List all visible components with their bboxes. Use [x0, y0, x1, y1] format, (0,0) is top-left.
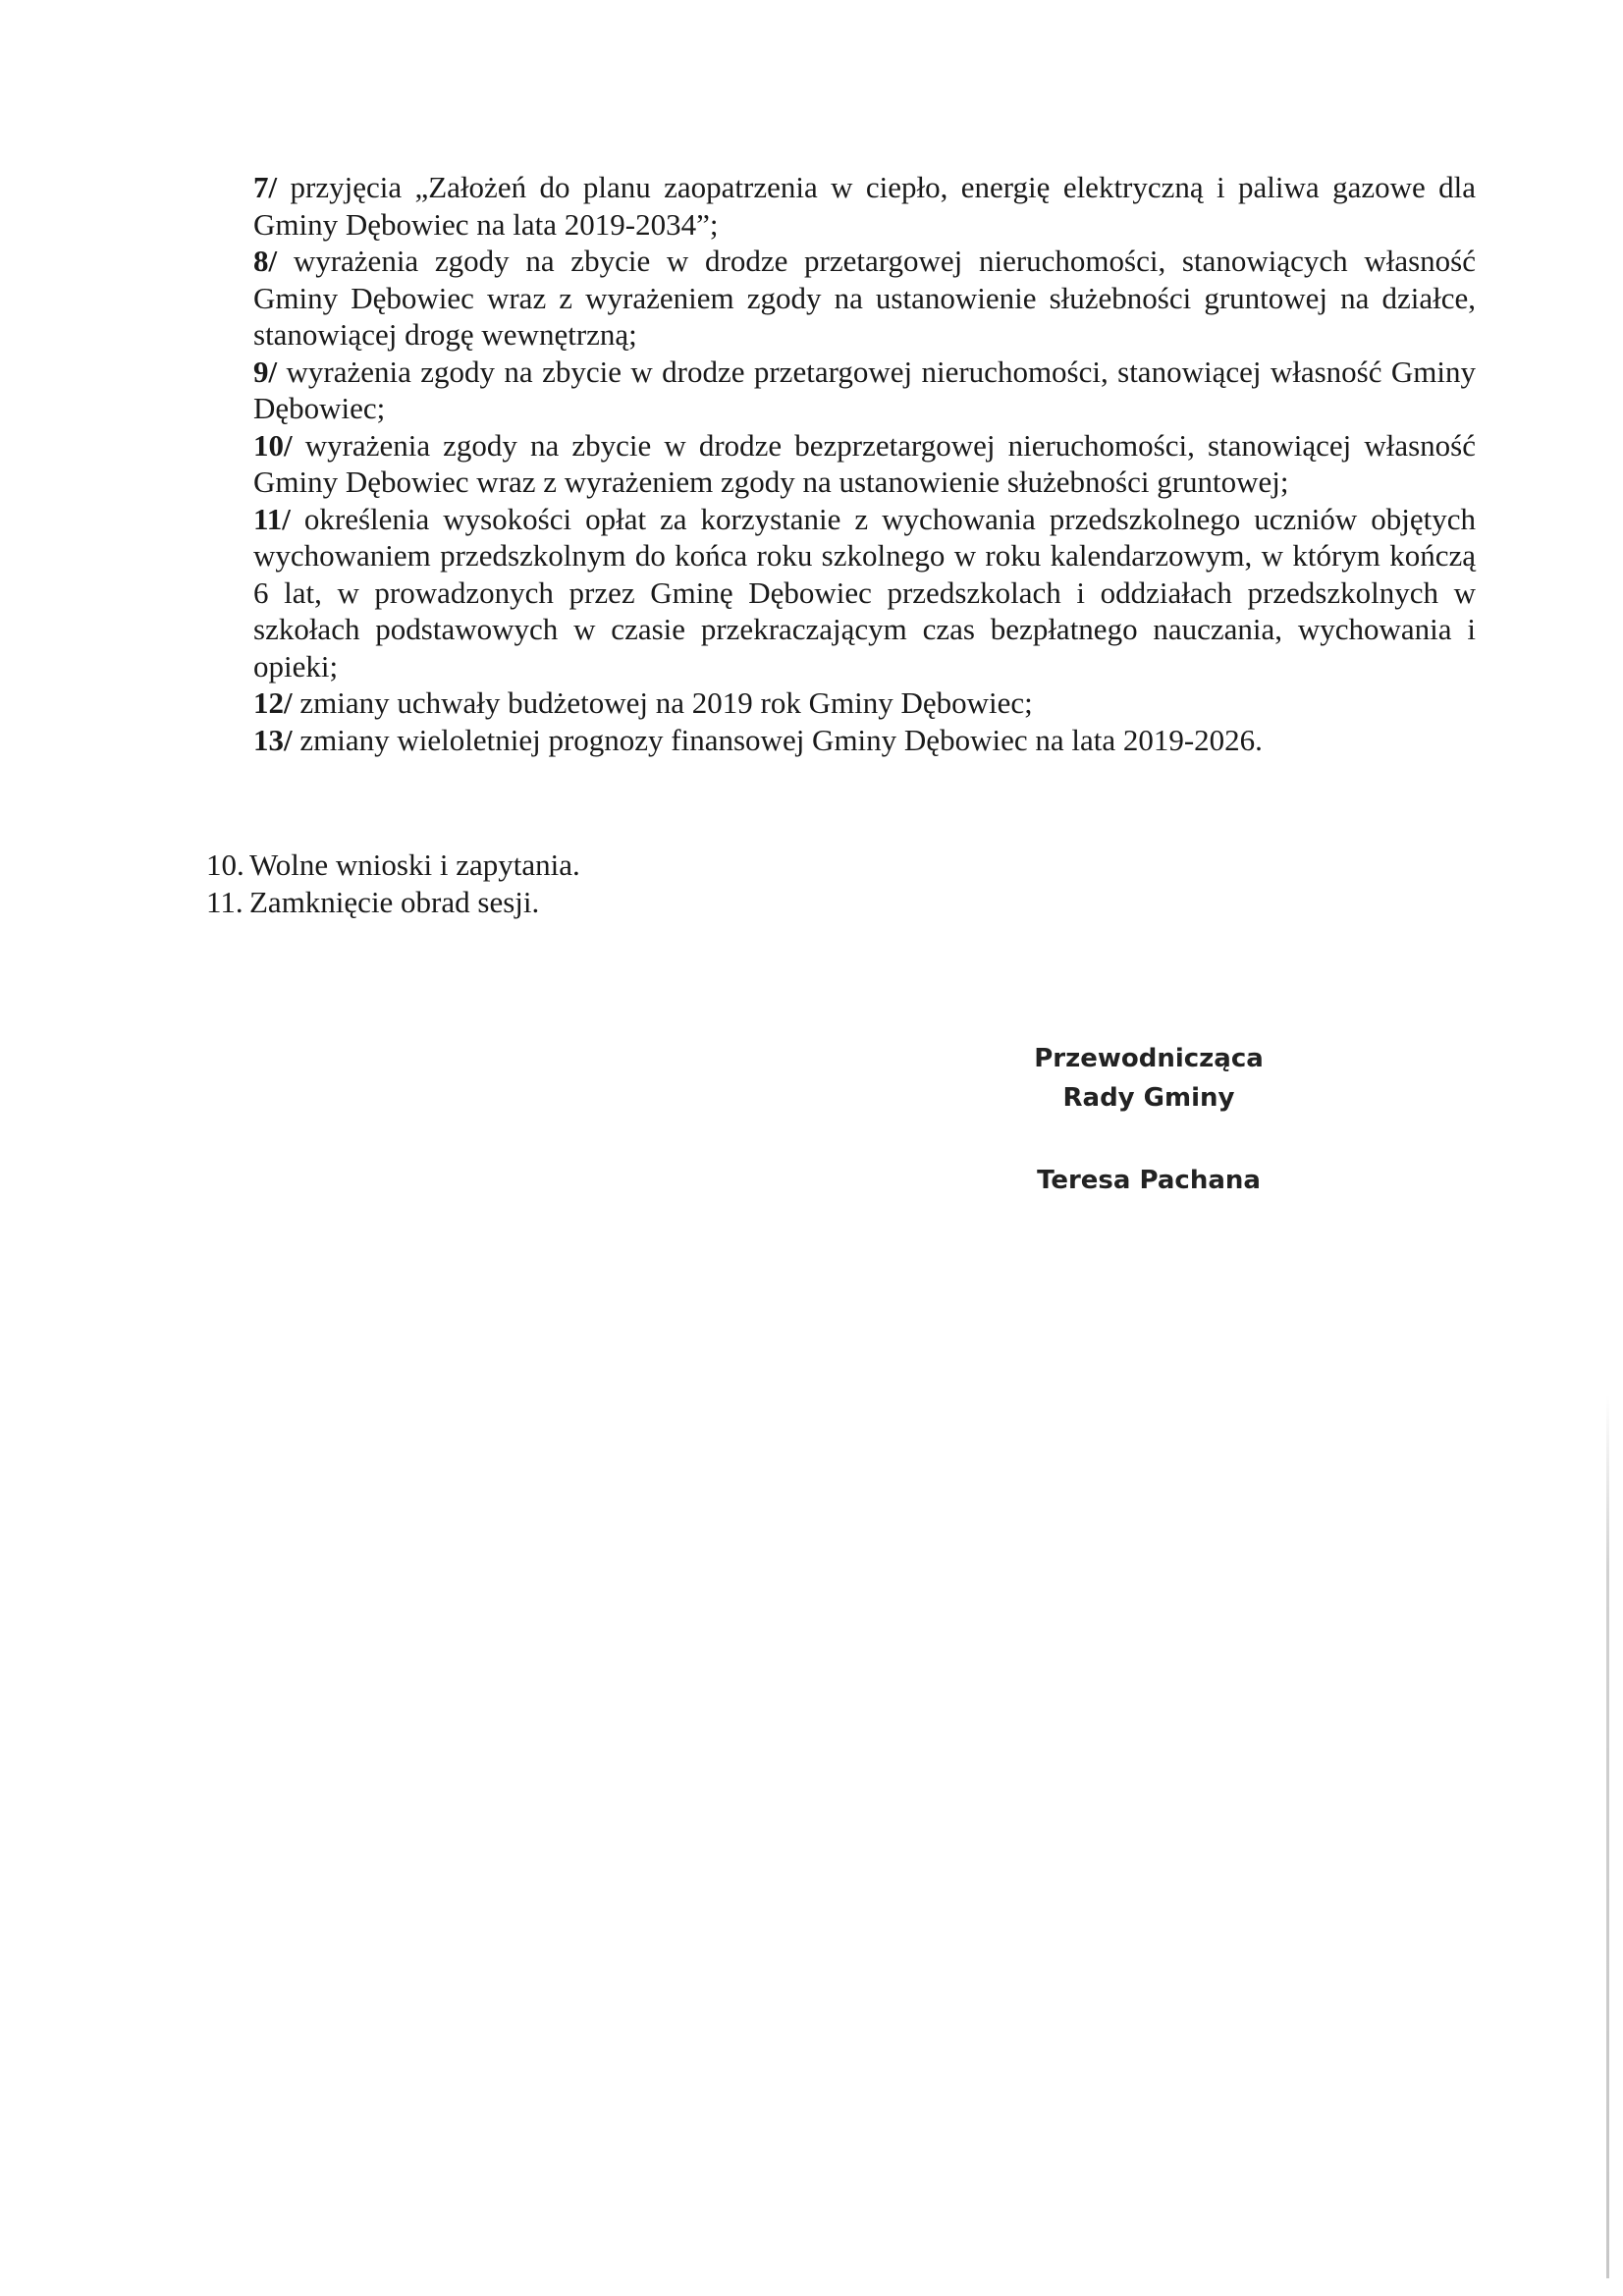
resolution-item — [253, 684, 1476, 722]
resolution-item-text: zmiany uchwały budżetowej na 2019 rok Gminy Dębowiec; — [299, 685, 1033, 720]
signature-title-line1: Przewodnicząca — [1034, 1044, 1264, 1073]
resolution-item-text: zmiany wieloletniej prognozy finansowej Gminy Dębowiec na lata 2019-2026. — [299, 722, 1263, 757]
resolution-item-number: 9/ — [253, 354, 278, 389]
resolution-item-number: 12/ — [253, 685, 293, 720]
agenda-point-number: 11. — [206, 884, 243, 919]
agenda-point-text: Wolne wnioski i zapytania. — [249, 847, 580, 882]
signature-title-line2: Rady Gminy — [1062, 1083, 1235, 1113]
resolution-item-number: 10/ — [253, 427, 293, 463]
resolution-item-text: przyjęcia „Założeń do planu zaopatrzenia w ciepło, energię elektryczną i paliwa gazowe dla Gminy Dębowiec na lata 2019-2034”; — [253, 170, 1476, 242]
agenda-list — [206, 847, 1090, 920]
resolution-item-number: 7/ — [253, 170, 278, 204]
scan-edge-shadow — [1606, 1394, 1609, 2278]
resolution-item-number: 13/ — [253, 722, 293, 757]
signature-name: Teresa Pachana — [1037, 1166, 1261, 1195]
agenda-point-number: 10. — [206, 847, 244, 882]
resolution-item-text: określenia wysokości opłat za korzystanie z wychowania przedszkolnego uczniów objętych wychowaniem przedszkolnym do końca roku szkolnego w roku kalendarzowym, w którym kończą 6 lat, w prowadzonych przez Gminę Dębowiec przedszkolach i oddziałach przedszkolnych w szkołach podstawowych w czasie przekraczającym czas bezpłatnego nauczania, wychowania i opieki; — [253, 501, 1476, 683]
resolution-list — [253, 169, 1476, 758]
resolution-item-text: wyrażenia zgody na zbycie w drodze przetargowej nieruchomości, stanowiącej własność Gminy Dębowiec; — [253, 354, 1476, 425]
signature-block — [982, 1039, 1316, 1200]
resolution-item-text: wyrażenia zgody na zbycie w drodze bezprzetargowej nieruchomości, stanowiącej własność Gminy Dębowiec wraz z wyrażeniem zgody na ustanowienie służebności gruntowej; — [253, 427, 1477, 499]
resolution-item — [253, 427, 1476, 501]
resolution-item-number: 8/ — [253, 244, 278, 278]
resolution-item — [253, 354, 1476, 427]
agenda-point-text: Zamknięcie obrad sesji. — [249, 884, 540, 919]
agenda-point — [206, 847, 1090, 884]
resolution-item — [253, 501, 1476, 685]
resolution-item-number: 11/ — [253, 501, 291, 536]
resolution-item-text: wyrażenia zgody na zbycie w drodze przetargowej nieruchomości, stanowiących własność Gminy Dębowiec wraz z wyrażeniem zgody na ustanowienie służebności gruntowej na działce, stanowiącej drogę wewnętrzną; — [253, 244, 1476, 352]
resolution-item — [253, 243, 1476, 354]
resolution-item — [253, 169, 1476, 243]
agenda-point — [206, 884, 1090, 921]
resolution-item — [253, 722, 1476, 759]
